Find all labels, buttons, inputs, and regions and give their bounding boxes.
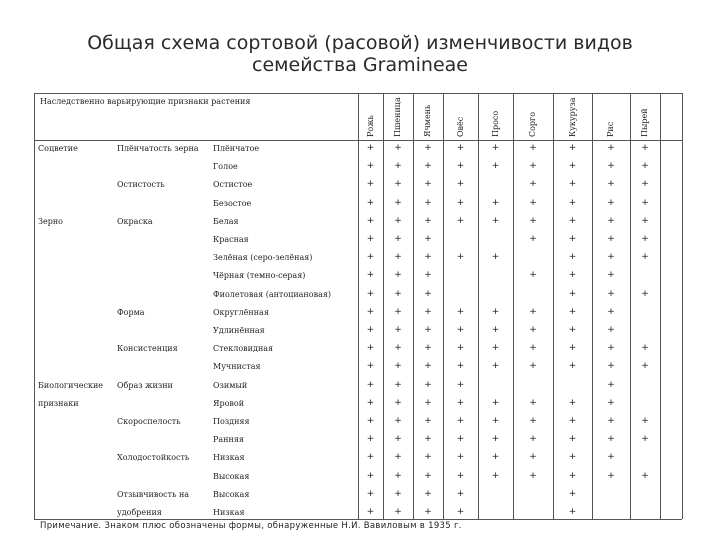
plus-mark: +	[529, 143, 537, 153]
form-label: Низкая	[213, 453, 245, 463]
form-label: Низкая	[213, 508, 245, 517]
plus-mark: +	[424, 416, 432, 426]
plus-mark: +	[456, 252, 465, 263]
plus-mark: +	[529, 325, 537, 335]
column-divider	[592, 93, 593, 519]
plus-mark: +	[641, 434, 649, 445]
plus-mark: +	[424, 143, 432, 153]
column-divider	[630, 93, 631, 519]
column-divider	[383, 93, 384, 519]
form-label: Фиолетовая (антоциановая)	[213, 289, 332, 299]
trait-label: удобрения	[117, 508, 162, 517]
plus-mark: +	[456, 325, 465, 335]
plus-mark: +	[456, 397, 465, 408]
form-label: Голое	[213, 162, 238, 172]
plus-mark: +	[394, 470, 402, 481]
plus-mark: +	[529, 179, 537, 190]
plus-mark: +	[424, 197, 432, 208]
plus-mark: +	[366, 179, 375, 190]
plus-mark: +	[394, 397, 402, 408]
plus-mark: +	[424, 397, 432, 408]
title-line-1: Общая схема сортовой (расовой) изменчивости видов	[87, 32, 633, 54]
trait-label: Плёнчатость зерна	[117, 144, 199, 153]
plus-mark: +	[424, 215, 432, 226]
plus-mark: +	[491, 343, 500, 354]
corner-header: Наследственно варьирующие признаки растения	[40, 97, 251, 106]
plus-mark: +	[529, 397, 537, 408]
trait-label: Остистость	[117, 180, 165, 190]
plus-mark: +	[394, 143, 402, 153]
plus-mark: +	[491, 416, 500, 426]
plus-mark: +	[394, 434, 402, 445]
plus-mark: +	[366, 161, 375, 172]
plus-mark: +	[394, 179, 402, 190]
plus-mark: +	[568, 488, 577, 499]
plus-mark: +	[529, 470, 537, 481]
column-divider	[660, 93, 661, 519]
plus-mark: +	[456, 488, 465, 499]
plus-mark: +	[424, 379, 432, 390]
column-header-9: Пырей	[640, 108, 649, 137]
form-label: Белая	[213, 216, 239, 226]
plus-mark: +	[394, 288, 402, 299]
plus-mark: +	[424, 288, 432, 299]
column-header-2: Пшеница	[393, 97, 402, 137]
form-label: Красная	[213, 235, 249, 244]
plus-mark: +	[394, 488, 402, 499]
plus-mark: +	[394, 270, 402, 281]
plus-mark: +	[641, 361, 649, 372]
plus-mark: +	[491, 161, 500, 172]
trait-label: Консистенция	[117, 344, 178, 354]
column-header-8: Рис	[606, 121, 615, 137]
plus-mark: +	[529, 361, 537, 372]
plus-mark: +	[607, 306, 615, 317]
column-divider	[413, 93, 414, 519]
plus-mark: +	[366, 507, 375, 517]
plus-mark: +	[607, 325, 615, 335]
plus-mark: +	[394, 379, 402, 390]
column-header-5: Просо	[490, 110, 500, 137]
trait-label: Окраска	[117, 216, 153, 226]
form-label: Чёрная (темно-серая)	[213, 271, 306, 281]
plus-mark: +	[491, 197, 500, 208]
plus-mark: +	[568, 470, 577, 481]
group-label: Биологические	[38, 380, 104, 390]
column-header-6: Сорго	[528, 111, 537, 137]
plus-mark: +	[641, 197, 649, 208]
plus-mark: +	[456, 361, 465, 372]
plus-mark: +	[424, 470, 432, 481]
plus-mark: +	[456, 434, 465, 445]
group-label: Зерно	[38, 216, 63, 226]
plus-mark: +	[568, 397, 577, 408]
plus-mark: +	[456, 161, 465, 172]
trait-label: Холодостойкость	[117, 453, 190, 463]
column-header-7: Кукуруза	[567, 97, 577, 137]
form-label: Высокая	[213, 471, 250, 481]
plus-mark: +	[529, 197, 537, 208]
plus-mark: +	[607, 234, 615, 244]
plus-mark: +	[424, 488, 432, 499]
plus-mark: +	[607, 343, 615, 354]
plus-mark: +	[529, 416, 537, 426]
plus-mark: +	[607, 397, 615, 408]
plus-mark: +	[641, 179, 649, 190]
plus-mark: +	[394, 452, 402, 463]
plus-mark: +	[568, 434, 577, 445]
form-label: Округлённая	[213, 307, 269, 317]
plus-mark: +	[424, 434, 432, 445]
plus-mark: +	[491, 397, 500, 408]
plus-mark: +	[394, 161, 402, 172]
plus-mark: +	[456, 306, 465, 317]
column-header-3: Ячмень	[423, 104, 432, 137]
form-label: Зелёная (серо-зелёная)	[213, 253, 313, 263]
plus-mark: +	[568, 306, 577, 317]
form-label: Плёнчатое	[213, 144, 260, 153]
plus-mark: +	[641, 343, 649, 354]
plus-mark: +	[641, 288, 649, 299]
column-divider	[478, 93, 479, 519]
form-label: Поздняя	[213, 417, 250, 426]
plus-mark: +	[366, 288, 375, 299]
column-divider	[358, 93, 359, 519]
plus-mark: +	[641, 215, 649, 226]
title-line-2: семейства Gramineae	[252, 54, 468, 76]
table-right-border	[682, 93, 683, 519]
plus-mark: +	[424, 270, 432, 281]
plus-mark: +	[568, 288, 577, 299]
plus-mark: +	[568, 416, 577, 426]
plus-mark: +	[366, 306, 375, 317]
plus-mark: +	[641, 234, 649, 244]
trait-label: Скороспелость	[117, 417, 181, 426]
footnote: Примечание. Знаком плюс обозначены формы, обнаруженные Н.И. Вавиловым в 1935 г.	[40, 521, 462, 531]
form-label: Безостое	[213, 198, 252, 208]
plus-mark: +	[424, 343, 432, 354]
group-label: Соцветие	[38, 144, 78, 153]
plus-mark: +	[491, 361, 500, 372]
plus-mark: +	[529, 234, 537, 244]
plus-mark: +	[491, 434, 500, 445]
plus-mark: +	[607, 434, 615, 445]
plus-mark: +	[366, 343, 375, 354]
plus-mark: +	[394, 252, 402, 263]
plus-mark: +	[491, 325, 500, 335]
plus-mark: +	[568, 361, 577, 372]
page-title	[0, 32, 720, 76]
plus-mark: +	[607, 416, 615, 426]
plus-mark: +	[641, 416, 649, 426]
plus-mark: +	[366, 416, 375, 426]
plus-mark: +	[366, 252, 375, 263]
plus-mark: +	[568, 234, 577, 244]
table-bottom-border	[34, 519, 682, 520]
plus-mark: +	[568, 215, 577, 226]
plus-mark: +	[366, 325, 375, 335]
form-label: Озимый	[213, 380, 248, 390]
plus-mark: +	[424, 325, 432, 335]
plus-mark: +	[568, 452, 577, 463]
plus-mark: +	[568, 343, 577, 354]
plus-mark: +	[394, 215, 402, 226]
form-label: Остистое	[213, 180, 253, 190]
plus-mark: +	[607, 197, 615, 208]
plus-mark: +	[394, 325, 402, 335]
plus-mark: +	[424, 452, 432, 463]
plus-mark: +	[394, 197, 402, 208]
column-header-4: Овёс	[455, 116, 465, 137]
plus-mark: +	[366, 143, 375, 153]
plus-mark: +	[366, 470, 375, 481]
plus-mark: +	[529, 343, 537, 354]
plus-mark: +	[456, 197, 465, 208]
plus-mark: +	[366, 361, 375, 372]
plus-mark: +	[529, 215, 537, 226]
plus-mark: +	[394, 361, 402, 372]
plus-mark: +	[456, 416, 465, 426]
plus-mark: +	[456, 452, 465, 463]
plus-mark: +	[491, 143, 500, 153]
form-label: Мучнистая	[213, 362, 261, 372]
column-divider	[553, 93, 554, 519]
plus-mark: +	[529, 161, 537, 172]
trait-label: Отзывчивость на	[117, 489, 190, 499]
trait-label: Образ жизни	[117, 380, 173, 390]
plus-mark: +	[424, 161, 432, 172]
plus-mark: +	[456, 179, 465, 190]
plus-mark: +	[456, 343, 465, 354]
plus-mark: +	[366, 397, 375, 408]
plus-mark: +	[568, 252, 577, 263]
form-label: Удлинённая	[213, 326, 265, 335]
plus-mark: +	[456, 507, 465, 517]
plus-mark: +	[607, 252, 615, 263]
plus-mark: +	[607, 361, 615, 372]
plus-mark: +	[424, 507, 432, 517]
plus-mark: +	[394, 507, 402, 517]
plus-mark: +	[366, 452, 375, 463]
column-divider	[513, 93, 514, 519]
plus-mark: +	[456, 143, 465, 153]
plus-mark: +	[568, 143, 577, 153]
plus-mark: +	[424, 361, 432, 372]
form-label: Ранняя	[213, 435, 244, 445]
plus-mark: +	[394, 416, 402, 426]
plus-mark: +	[607, 270, 615, 281]
plus-mark: +	[456, 215, 465, 226]
table-left-border	[34, 93, 35, 519]
plus-mark: +	[456, 470, 465, 481]
plus-mark: +	[424, 179, 432, 190]
column-header-1: Рожь	[365, 115, 375, 137]
plus-mark: +	[607, 215, 615, 226]
plus-mark: +	[424, 234, 432, 244]
plus-mark: +	[529, 270, 537, 281]
form-label: Высокая	[213, 489, 250, 499]
plus-mark: +	[366, 234, 375, 244]
plus-mark: +	[607, 452, 615, 463]
plus-mark: +	[529, 434, 537, 445]
plus-mark: +	[607, 143, 615, 153]
plus-mark: +	[568, 179, 577, 190]
plus-mark: +	[607, 379, 615, 390]
plus-mark: +	[568, 197, 577, 208]
plus-mark: +	[491, 252, 500, 263]
plus-mark: +	[491, 306, 500, 317]
plus-mark: +	[529, 306, 537, 317]
plus-mark: +	[641, 470, 649, 481]
trait-label: Форма	[117, 307, 145, 317]
plus-mark: +	[424, 252, 432, 263]
plus-mark: +	[568, 507, 577, 517]
plus-mark: +	[568, 161, 577, 172]
plus-mark: +	[607, 288, 615, 299]
plus-mark: +	[607, 179, 615, 190]
plus-mark: +	[366, 197, 375, 208]
plus-mark: +	[607, 470, 615, 481]
plus-mark: +	[491, 470, 500, 481]
plus-mark: +	[394, 343, 402, 354]
plus-mark: +	[568, 325, 577, 335]
plus-mark: +	[394, 306, 402, 317]
plus-mark: +	[456, 379, 465, 390]
plus-mark: +	[366, 488, 375, 499]
plus-mark: +	[424, 306, 432, 317]
plus-mark: +	[529, 452, 537, 463]
form-label: Яровой	[213, 398, 245, 408]
plus-mark: +	[366, 215, 375, 226]
plus-mark: +	[366, 270, 375, 281]
plus-mark: +	[641, 161, 649, 172]
plus-mark: +	[394, 234, 402, 244]
group-label: признаки	[38, 398, 79, 408]
plus-mark: +	[607, 161, 615, 172]
plus-mark: +	[491, 215, 500, 226]
plus-mark: +	[641, 252, 649, 263]
plus-mark: +	[366, 379, 375, 390]
column-divider	[443, 93, 444, 519]
form-label: Стекловидная	[213, 344, 274, 354]
plus-mark: +	[366, 434, 375, 445]
plus-mark: +	[568, 270, 577, 281]
plus-mark: +	[641, 143, 649, 153]
plus-mark: +	[491, 452, 500, 463]
